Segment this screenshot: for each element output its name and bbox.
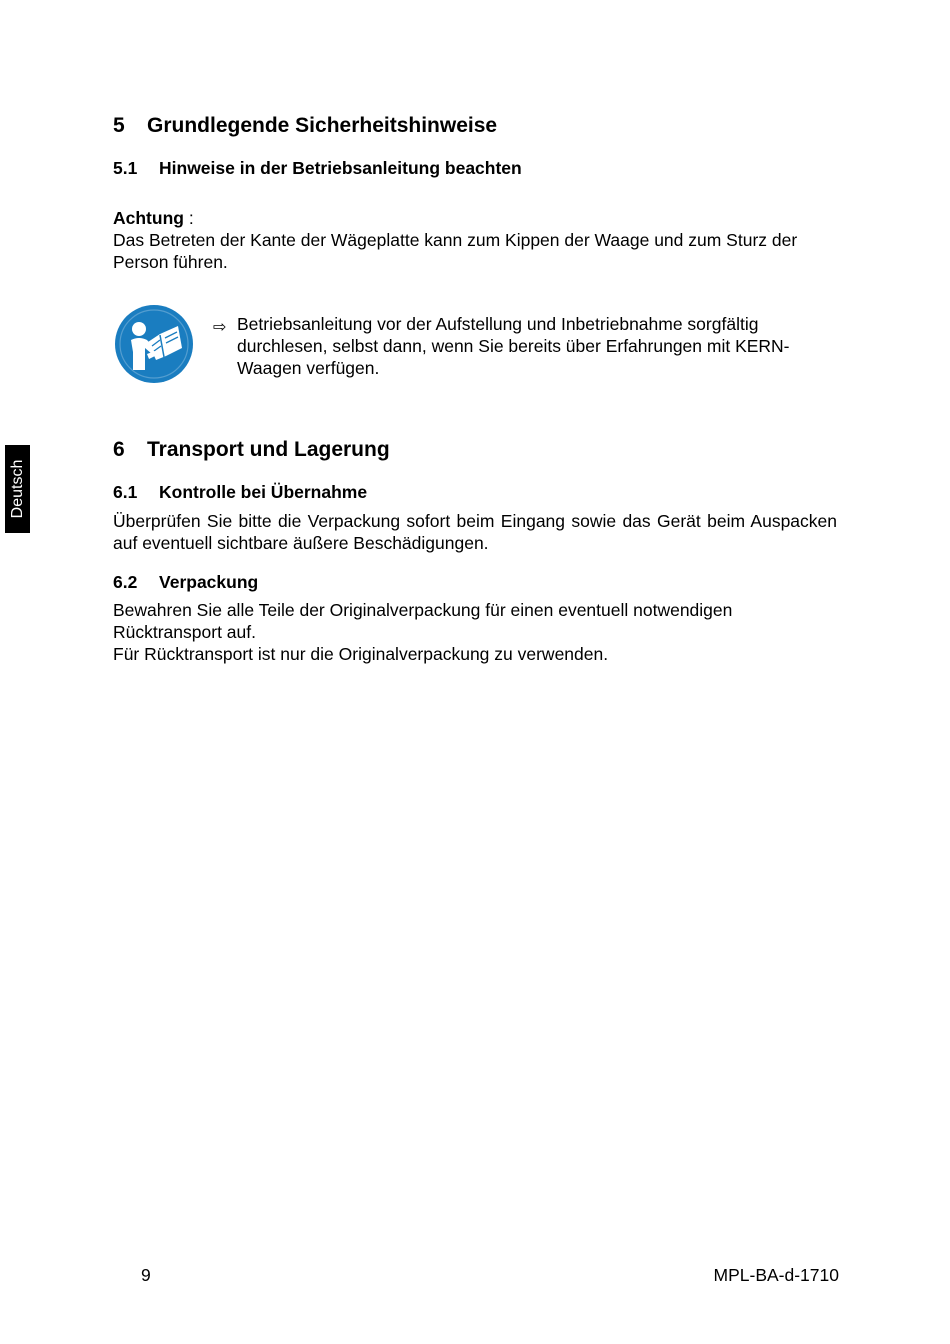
- section-5-heading: [113, 114, 497, 138]
- bullet-arrow-icon: ⇨: [213, 319, 227, 336]
- section-6-1-title: Kontrolle bei Übernahme: [159, 482, 368, 502]
- section-6-2-text-2: Für Rücktransport ist nur die Originalverpackung zu verwenden.: [113, 644, 609, 664]
- section-6-title: Transport und Lagerung: [147, 438, 390, 461]
- page-number: 9: [141, 1265, 151, 1285]
- read-manual-icon: [114, 304, 194, 384]
- warning-label: Achtung: [113, 208, 184, 228]
- section-5-number: 5: [113, 114, 125, 137]
- warning-text: Das Betreten der Kante der Wägeplatte kann zum Kippen der Waage und zum Sturz der Person führen.: [113, 230, 798, 272]
- section-6-number: 6: [113, 438, 125, 461]
- warning-label-line: [113, 207, 194, 229]
- warning-colon: :: [183, 208, 194, 228]
- section-6-1-number: 6.1: [113, 482, 138, 502]
- section-5-1-heading: [113, 158, 522, 179]
- section-6-2-heading: [113, 572, 258, 593]
- document-id: MPL-BA-d-1710: [713, 1265, 839, 1285]
- section-5-title: Grundlegende Sicherheitshinweise: [147, 114, 498, 137]
- section-6-heading: [113, 438, 390, 462]
- language-tab-label: Deutsch: [8, 459, 26, 519]
- section-5-1-title: Hinweise in der Betriebsanleitung beachten: [159, 158, 522, 178]
- section-5-1-number: 5.1: [113, 158, 138, 178]
- section-6-2-number: 6.2: [113, 572, 138, 592]
- section-6-2-text-1: Bewahren Sie alle Teile der Originalverpackung für einen eventuell notwendigen Rücktransport auf.: [113, 600, 733, 642]
- section-6-1-heading: [113, 482, 367, 503]
- section-6-2-title: Verpackung: [159, 572, 259, 592]
- bullet-text: Betriebsanleitung vor der Aufstellung und Inbetriebnahme sorgfältig durchlesen, selbst dann, wenn Sie bereits über Erfahrungen mit KERN- Waagen verfügen.: [237, 314, 790, 378]
- language-tab: [5, 445, 30, 533]
- section-6-1-text: Überprüfen Sie bitte die Verpackung sofort beim Eingang sowie das Gerät beim Auspacken auf eventuell sichtbare äußere Beschädigungen.: [113, 511, 837, 553]
